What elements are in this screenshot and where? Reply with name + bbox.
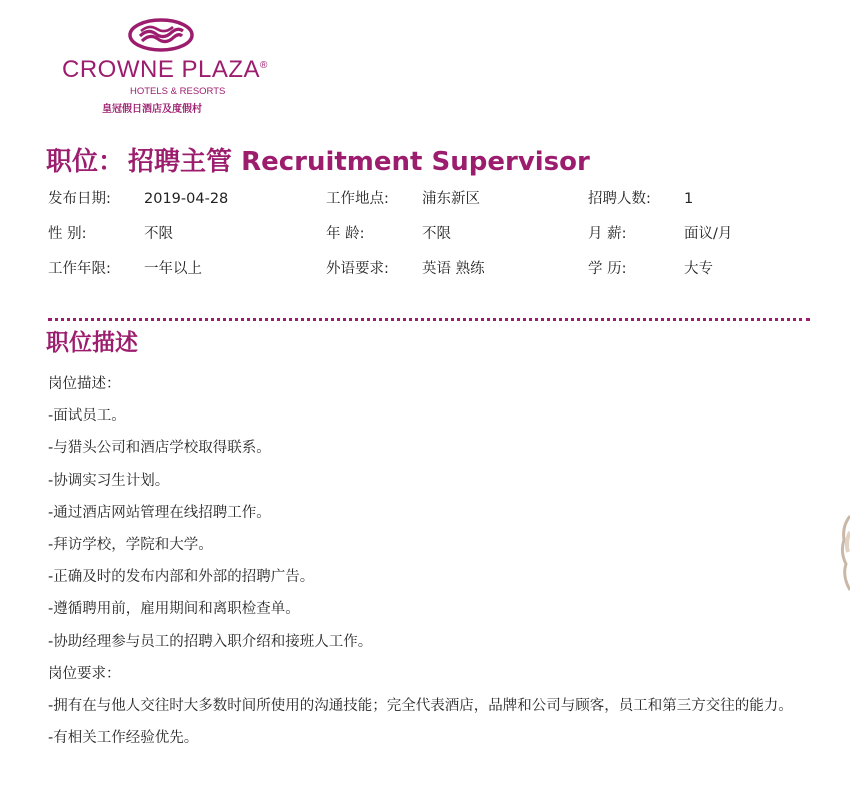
job-description	[48, 368, 808, 754]
info-value: 2019-04-28	[144, 191, 229, 207]
info-value: 1	[684, 191, 694, 207]
page-title	[46, 145, 590, 179]
dotted-divider	[48, 318, 810, 321]
info-label: 外语要求:	[326, 261, 389, 277]
info-label: 学 历:	[588, 261, 627, 277]
info-label: 工作年限:	[48, 261, 111, 277]
description-line: -正确及时的发布内部和外部的招聘广告。	[48, 569, 315, 586]
edge-decoration-icon	[838, 512, 850, 602]
info-value: 一年以上	[144, 261, 202, 277]
description-line: -拥有在与他人交往时大多数时间所使用的沟通技能；完全代表酒店，品牌和公司与顾客，员工和第三方交往的能力。	[48, 698, 793, 715]
logo-subtitle: HOTELS & RESORTS	[130, 86, 226, 97]
description-line: -协调实习生计划。	[48, 472, 170, 489]
info-label: 发布日期:	[48, 191, 111, 207]
description-line: -有相关工作经验优先。	[48, 730, 199, 747]
description-line: -协助经理参与员工的招聘入职介绍和接班人工作。	[48, 633, 373, 650]
info-value: 面议/月	[684, 226, 733, 242]
info-label: 年 龄:	[326, 226, 365, 242]
description-line: -拜访学校，学院和大学。	[48, 537, 213, 554]
job-info-grid	[48, 187, 788, 292]
crowne-plaza-logo	[60, 14, 270, 118]
info-row	[48, 257, 788, 292]
description-line: -面试员工。	[48, 408, 126, 425]
info-label: 性 别:	[48, 226, 87, 242]
description-line: -通过酒店网站管理在线招聘工作。	[48, 504, 271, 521]
title-prefix: 职位：	[46, 147, 125, 177]
info-row	[48, 222, 788, 257]
description-line: -与猎头公司和酒店学校取得联系。	[48, 440, 271, 457]
info-label: 月 薪:	[588, 226, 627, 242]
logo-brand-name: CROWNE PLAZA®	[62, 56, 268, 83]
description-line: 岗位要求：	[48, 665, 121, 682]
info-value: 浦东新区	[422, 191, 480, 207]
info-value: 大专	[684, 261, 713, 277]
section-title: 职位描述	[46, 330, 138, 356]
info-label: 招聘人数:	[588, 191, 651, 207]
logo-chinese-name: 皇冠假日酒店及度假村	[102, 104, 202, 115]
description-line: 岗位描述：	[48, 376, 121, 392]
info-value: 不限	[144, 226, 173, 242]
title-text: 招聘主管 Recruitment Supervisor	[128, 147, 590, 177]
description-line: -遵循聘用前，雇用期间和离职检查单。	[48, 601, 300, 618]
crown-emblem-icon	[128, 18, 194, 52]
info-value: 英语 熟练	[422, 261, 485, 277]
info-row	[48, 187, 788, 222]
info-value: 不限	[422, 226, 451, 242]
info-label: 工作地点:	[326, 191, 389, 207]
